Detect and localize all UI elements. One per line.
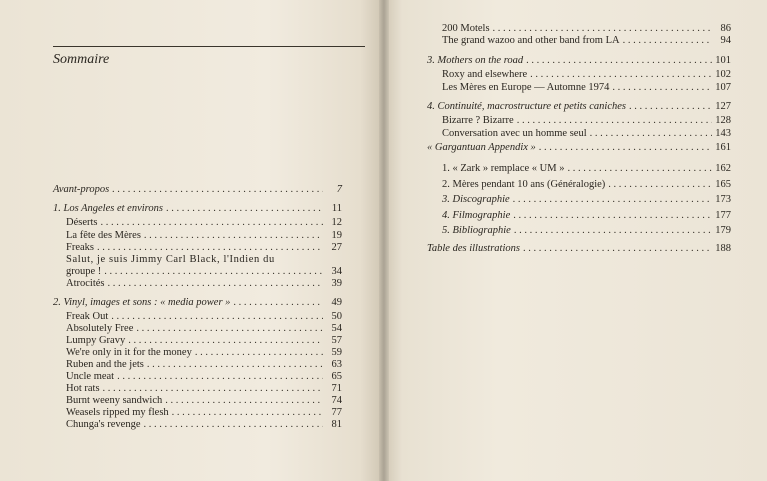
toc-entry: The grand wazoo and other band from LA . . . 94 [442,34,731,47]
toc-chapter-1: 1. Los Angeles et environs . . . 11 [53,202,342,215]
toc-entry: 4. Filmographie . . . 177 [442,209,731,222]
toc-entry: groupe ! . . . 34 [66,265,342,278]
toc-entry: Absolutely Free . . . 54 [66,322,342,335]
toc-entry: Burnt weeny sandwich . . . 74 [66,394,342,407]
toc-entry: Hot rats . . . 71 [66,382,342,395]
title-rule [53,46,365,47]
toc-chapter-2: 2. Vinyl, images et sons : « media power » . . . 49 [53,296,342,309]
toc-entry: Roxy and elsewhere . . . 102 [442,68,731,81]
toc-entry-illustrations: Table des illustrations . . . 188 [427,242,731,255]
toc-entry: La fête des Mères . . . 19 [66,229,342,242]
page-title: Sommaire [53,52,110,67]
toc-entry: Ruben and the jets . . . 63 [66,358,342,371]
right-page [383,0,767,481]
toc-chapter-3: 3. Mothers on the road . . . 101 [427,54,731,67]
toc-entry-avant-propos: Avant-propos . . . 7 [53,183,342,196]
toc-entry: Uncle meat . . . 65 [66,370,342,383]
toc-entry: Lumpy Gravy . . . 57 [66,334,342,347]
toc-entry: Déserts . . . 12 [66,216,342,229]
toc-entry: Les Mères en Europe — Automne 1974 . . . 107 [442,81,731,94]
toc-entry: Weasels ripped my flesh . . . 77 [66,406,342,419]
toc-entry: 3. Discographie . . . 173 [442,193,731,206]
toc-entry: Freak Out . . . 50 [66,310,342,323]
toc-entry: 1. « Zark » remplace « UM » . . . 162 [442,162,731,175]
toc-entry: Freaks . . . 27 [66,241,342,254]
toc-entry: 5. Bibliographie . . . 179 [442,224,731,237]
toc-entry: Bizarre ? Bizarre . . . 128 [442,114,731,127]
left-page [0,0,383,481]
toc-appendix: « Gargantuan Appendix » . . . 161 [427,141,731,154]
toc-entry: Conversation avec un homme seul . . . 143 [442,127,731,140]
toc-entry: Atrocités . . . 39 [66,277,342,290]
toc-entry-multiline: Salut, je suis Jimmy Carl Black, l'Indien du [66,254,275,265]
toc-entry: 2. Mères pendant 10 ans (Généralogie) . . . 165 [442,178,731,191]
toc-entry: We're only in it for the money . . . 59 [66,346,342,359]
book-gutter [379,0,389,481]
toc-entry: Chunga's revenge . . . 81 [66,418,342,431]
toc-entry: 200 Motels . . . 86 [442,22,731,35]
toc-chapter-4: 4. Continuité, macrostructure et petits caniches . . . 127 [427,100,731,113]
